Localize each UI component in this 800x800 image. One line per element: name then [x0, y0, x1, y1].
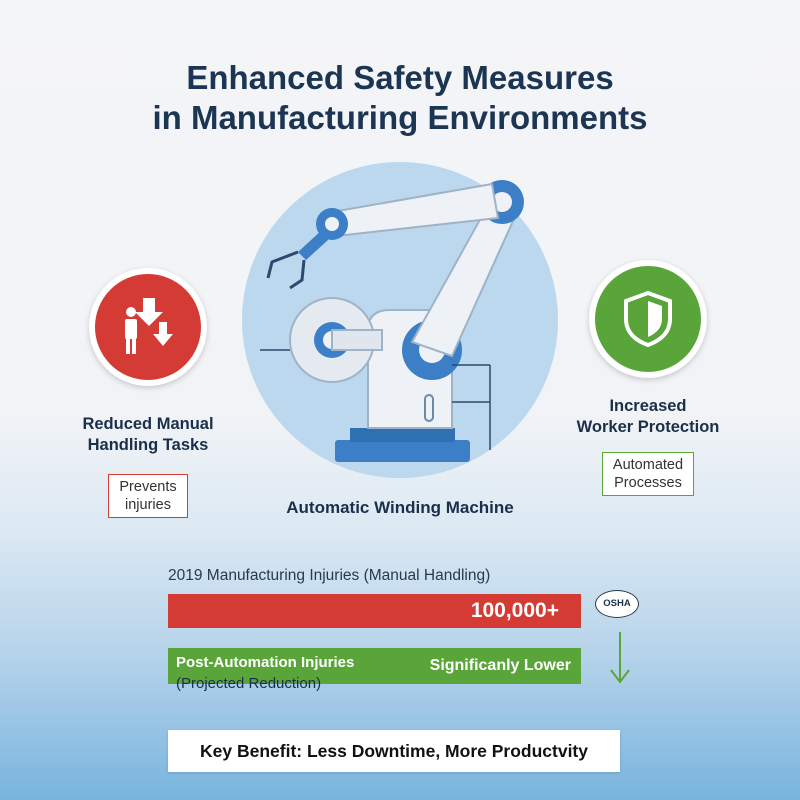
feature-tag: [602, 452, 694, 496]
injuries-before-value: 100,000+: [470, 599, 559, 622]
feature-reduced-handling: [48, 268, 248, 518]
tag-line-2: injuries: [125, 497, 171, 513]
machine-label: Automatic Winding Machine: [286, 498, 514, 517]
page-title: [0, 58, 800, 138]
label-line-1: Increased: [609, 397, 687, 415]
title-line-1: Enhanced Safety Measures: [186, 59, 614, 96]
title-line-2: in Manufacturing Environments: [152, 99, 648, 136]
after-label-line-1: Post-Automation Injuries: [176, 654, 355, 671]
label-line-1: Reduced Manual: [82, 415, 214, 433]
tag-line-1: Prevents: [119, 479, 177, 495]
tag-line-1: Automated: [612, 457, 684, 473]
osha-badge: OSHA: [595, 590, 639, 618]
shield-icon: [589, 260, 707, 378]
comparison-title: 2019 Manufacturing Injuries (Manual Handling): [168, 567, 491, 584]
worker-down-arrows-icon: [89, 268, 207, 386]
robotic-arm-icon: [240, 160, 560, 480]
label-line-2: Worker Protection: [576, 418, 720, 436]
key-benefit-banner: Key Benefit: Less Downtime, More Productvity: [168, 730, 620, 772]
label-line-2: Handling Tasks: [87, 436, 209, 454]
injuries-after-bar: [168, 648, 581, 692]
injuries-before-bar: [168, 594, 581, 628]
after-label-line-2: (Projected Reduction): [176, 675, 322, 692]
feature-label: [48, 414, 248, 456]
feature-worker-protection: [548, 260, 748, 496]
feature-label: [548, 396, 748, 438]
tag-line-2: Processes: [614, 475, 682, 491]
after-value: Significanly Lower: [429, 657, 571, 674]
arrow-down-icon: [608, 630, 632, 686]
